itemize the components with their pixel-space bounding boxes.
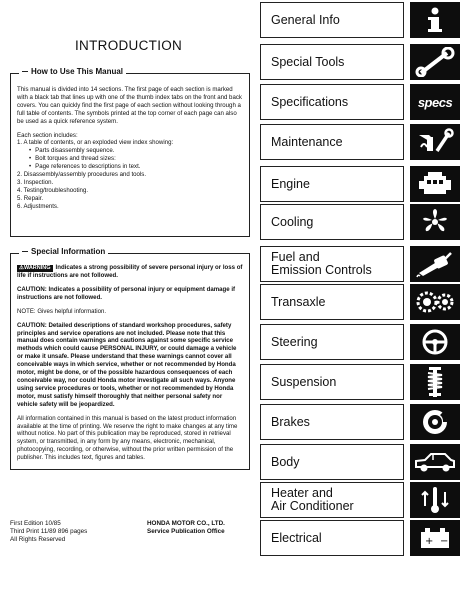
steering-wheel-icon xyxy=(410,324,460,360)
each-section-label: Each section includes: xyxy=(17,131,78,139)
warning-paragraph xyxy=(17,264,244,280)
office-text: Service Publication Office xyxy=(147,528,225,535)
rights-text: All Rights Reserved xyxy=(10,536,66,543)
tab-label: Brakes xyxy=(260,404,404,440)
special-info-heading: Special Information xyxy=(19,247,108,256)
how-to-use-box xyxy=(10,67,250,237)
how-to-use-body xyxy=(17,86,244,211)
gears-icon xyxy=(410,284,460,320)
tab-label: Maintenance xyxy=(260,124,404,160)
fuel-nozzle-icon xyxy=(410,246,460,282)
company-text: HONDA MOTOR CO., LTD. xyxy=(147,520,225,527)
tab-label: Specifications xyxy=(260,84,404,120)
tab-label: Steering xyxy=(260,324,404,360)
tab-label: Special Tools xyxy=(260,44,404,80)
tab-label: Transaxle xyxy=(260,284,404,320)
tab-cooling[interactable] xyxy=(260,204,460,240)
tab-engine[interactable] xyxy=(260,166,460,202)
tab-specifications[interactable] xyxy=(260,84,460,120)
svg-text:−: − xyxy=(440,536,449,547)
caution-long-paragraph: CAUTION: Detailed descriptions of standard workshop procedures, safety principles and service operations are not included. Please note that this manual does contain warnings and cautions against some specific service methods which could cause PERSONAL INJURY, or could damage a vehicle or make it unsafe. Please understand that these warnings cannot cover all conceivable ways in which service, whether or not recommended by Honda motor, might be done, or of the possible hazardous consequences of each conceivable way, nor could Honda motor investigate all such ways. Anyone using service procedures or tools, whether or not recommended by Honda motor, must satisfy himself thoroughly that neither personal safety nor vehicle safety will be jeopardized. xyxy=(17,321,237,408)
special-info-body xyxy=(17,264,244,468)
list-item: • Bolt torques and thread sizes: xyxy=(17,155,244,163)
tab-label: Electrical xyxy=(260,520,404,556)
edition-info xyxy=(10,520,87,544)
all-info-paragraph: All information contained in this manual is based on the latest product information available at the time of printing. We reserve the right to make changes at any time without notice. No part of this publication may be reproduced, stored in retrieval system, or transmitted, in any form by any means, electronic, mechanical, photocopying, recording, or otherwise, without the prior written permission of the publisher. This includes text, figures and tables. xyxy=(17,414,238,462)
tab-heater-ac[interactable] xyxy=(260,482,460,518)
list-item: 2. Disassembly/assembly procedures and tools. xyxy=(17,171,147,179)
fan-icon xyxy=(410,204,460,240)
tab-special-tools[interactable] xyxy=(260,44,460,80)
warning-text: Indicates a strong possibility of severe personal injury or loss of life if instructions are not followed. xyxy=(17,264,243,279)
special-info-box xyxy=(10,247,250,470)
info-icon xyxy=(410,2,460,38)
wrench-icon xyxy=(410,44,460,80)
list-item: • Page references to descriptions in text. xyxy=(17,163,244,171)
section-item-1-bullets xyxy=(17,147,244,171)
specs-icon-text: specs xyxy=(417,94,453,110)
tab-transaxle[interactable] xyxy=(260,284,460,320)
thermometer-icon xyxy=(410,482,460,518)
tab-body[interactable] xyxy=(260,444,460,480)
svg-text:+: + xyxy=(425,536,434,547)
maintenance-icon xyxy=(410,124,460,160)
tab-maintenance[interactable] xyxy=(260,124,460,160)
warning-badge: ⚠WARNING xyxy=(19,265,51,271)
tab-fuel-emission[interactable] xyxy=(260,246,460,282)
specs-icon xyxy=(410,84,460,120)
print-text: Third Print 11/89 896 pages xyxy=(10,528,88,535)
section-items xyxy=(17,171,244,211)
tab-suspension[interactable] xyxy=(260,364,460,400)
note-paragraph: NOTE: Gives helpful information. xyxy=(17,307,107,315)
tab-label: Cooling xyxy=(260,204,404,240)
list-item: 5. Repair. xyxy=(17,194,44,202)
tab-electrical[interactable] xyxy=(260,520,460,556)
tab-general-info[interactable] xyxy=(260,2,460,38)
list-item: 3. Inspection. xyxy=(17,178,54,186)
brake-disc-icon xyxy=(410,404,460,440)
page-title: INTRODUCTION xyxy=(75,38,183,53)
tab-label: Heater and Air Conditioner xyxy=(260,482,404,518)
battery-icon xyxy=(410,520,460,556)
list-item: • Parts disassembly sequence. xyxy=(17,147,244,155)
tab-label: General Info xyxy=(260,2,404,38)
tab-brakes[interactable] xyxy=(260,404,460,440)
engine-icon xyxy=(410,166,460,202)
shock-absorber-icon xyxy=(410,364,460,400)
car-body-icon xyxy=(410,444,460,480)
how-to-use-paragraph: This manual is divided into 14 sections. The first page of each section is marked with a black tab that lines up with one of the thumb index tabs on the front and back covers. You can quickly find the first page of each section without looking through a full table of contents. The symbols printed at the top corner of each page can also be used as a quick reference system. xyxy=(17,86,242,125)
list-item: 4. Testing/troubleshooting. xyxy=(17,186,89,194)
how-to-use-heading: How to Use This Manual xyxy=(19,67,126,76)
section-item-1: 1. A table of contents, or an exploded view index showing: xyxy=(17,139,174,147)
edition-text: First Edition 10/85 xyxy=(10,520,61,527)
publisher-info xyxy=(147,520,225,536)
tab-label: Engine xyxy=(260,166,404,202)
caution-paragraph: CAUTION: Indicates a possibility of personal injury or equipment damage if instructions are not followed. xyxy=(17,285,236,301)
tab-steering[interactable] xyxy=(260,324,460,360)
list-item: 6. Adjustments. xyxy=(17,202,59,210)
tab-label: Suspension xyxy=(260,364,404,400)
tab-label: Body xyxy=(260,444,404,480)
tab-label: Fuel and Emission Controls xyxy=(260,246,404,282)
